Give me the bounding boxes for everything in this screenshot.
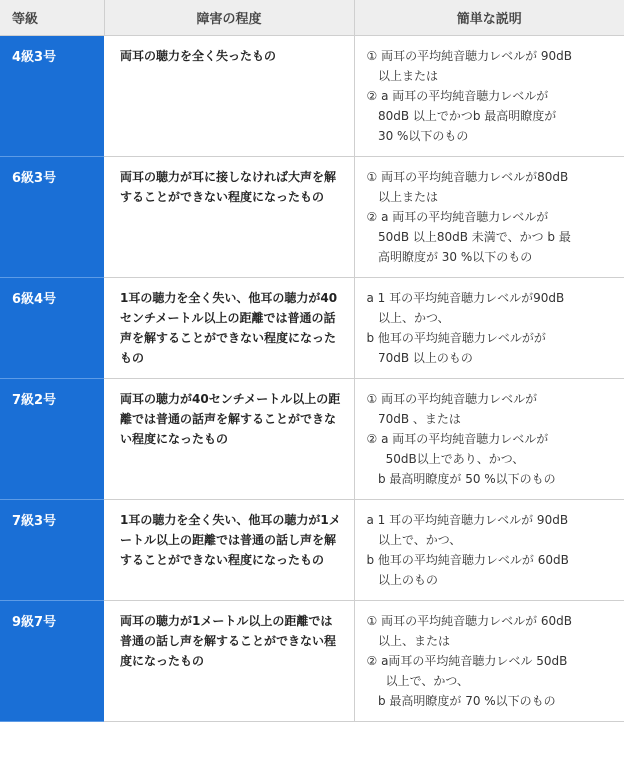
explanation-cell: [354, 278, 624, 379]
grade-cell: 9級7号: [0, 601, 104, 722]
table-row: [0, 36, 624, 157]
explanation-line: ② a 両耳の平均純音聴力レベルが: [366, 432, 549, 446]
explanation-line: 70dB 以上のもの: [366, 351, 473, 365]
explanation-line: 以上、かつ、: [366, 311, 450, 325]
explanation-cell: [354, 601, 624, 722]
degree-cell: 両耳の聴力が1メートル以上の距離では普通の話し声を解することができない程度になったもの: [104, 601, 354, 722]
grade-cell: 4級3号: [0, 36, 104, 157]
explanation-cell: [354, 157, 624, 278]
explanation-line: 以上で、かつ、: [366, 674, 469, 688]
explanation-line: ① 両耳の平均純音聴力レベルが 90dB: [366, 49, 573, 63]
grade-cell: 7級3号: [0, 500, 104, 601]
explanation-line: a 1 耳の平均純音聴力レベルが90dB: [366, 291, 565, 305]
explanation-line: ② a 両耳の平均純音聴力レベルが: [366, 89, 549, 103]
explanation-cell: [354, 36, 624, 157]
explanation-line: b 最高明瞭度が 70 %以下のもの: [366, 694, 556, 708]
degree-cell: 1耳の聴力を全く失い、他耳の聴力が1メートル以上の距離では普通の話し声を解することができない程度になったもの: [104, 500, 354, 601]
explanation-line: b 最高明瞭度が 50 %以下のもの: [366, 472, 556, 486]
table-row: [0, 379, 624, 500]
degree-column-header: 障害の程度: [104, 0, 354, 36]
explanation-line: ① 両耳の平均純音聴力レベルが 60dB: [366, 614, 573, 628]
explanation-line: b 他耳の平均純音聴力レベルが 60dB: [366, 553, 569, 567]
explanation-line: 70dB 、または: [366, 412, 461, 426]
table-row: [0, 157, 624, 278]
degree-cell: 両耳の聴力が耳に接しなければ大声を解することができない程度になったもの: [104, 157, 354, 278]
explanation-line: 高明瞭度が 30 %以下のもの: [366, 250, 533, 264]
degree-cell: 両耳の聴力を全く失ったもの: [104, 36, 354, 157]
table-row: [0, 500, 624, 601]
explanation-line: 30 %以下のもの: [366, 129, 469, 143]
explanation-line: ② a 両耳の平均純音聴力レベルが: [366, 210, 549, 224]
explanation-cell: [354, 500, 624, 601]
table-header-row: [0, 0, 624, 36]
explanation-line: 以上のもの: [366, 573, 438, 587]
explanation-line: a 1 耳の平均純音聴力レベルが 90dB: [366, 513, 569, 527]
explanation-column-header: 簡単な説明: [354, 0, 624, 36]
explanation-line: 以上で、かつ、: [366, 533, 462, 547]
degree-cell: 1耳の聴力を全く失い、他耳の聴力が40センチメートル以上の距離では普通の話声を解することができない程度になったもの: [104, 278, 354, 379]
grade-cell: 6級4号: [0, 278, 104, 379]
explanation-line: ② a両耳の平均純音聴力レベル 50dB: [366, 654, 568, 668]
explanation-line: 以上または: [366, 190, 438, 204]
grade-cell: 7級2号: [0, 379, 104, 500]
explanation-cell: [354, 379, 624, 500]
grade-cell: 6級3号: [0, 157, 104, 278]
explanation-line: 以上または: [366, 69, 438, 83]
table-row: [0, 601, 624, 722]
explanation-line: ① 両耳の平均純音聴力レベルが80dB: [366, 170, 569, 184]
explanation-line: 50dB 以上80dB 未満で、かつ b 最: [366, 230, 571, 244]
explanation-line: 80dB 以上でかつb 最高明瞭度が: [366, 109, 557, 123]
table-row: [0, 278, 624, 379]
grade-column-header: 等級: [0, 0, 104, 36]
degree-cell: 両耳の聴力が40センチメートル以上の距離では普通の話声を解することができない程度になったもの: [104, 379, 354, 500]
explanation-line: 以上、または: [366, 634, 450, 648]
explanation-line: b 他耳の平均純音聴力レベルがが: [366, 331, 546, 345]
explanation-line: 50dB以上であり、かつ、: [366, 452, 525, 466]
explanation-line: ① 両耳の平均純音聴力レベルが: [366, 392, 538, 406]
